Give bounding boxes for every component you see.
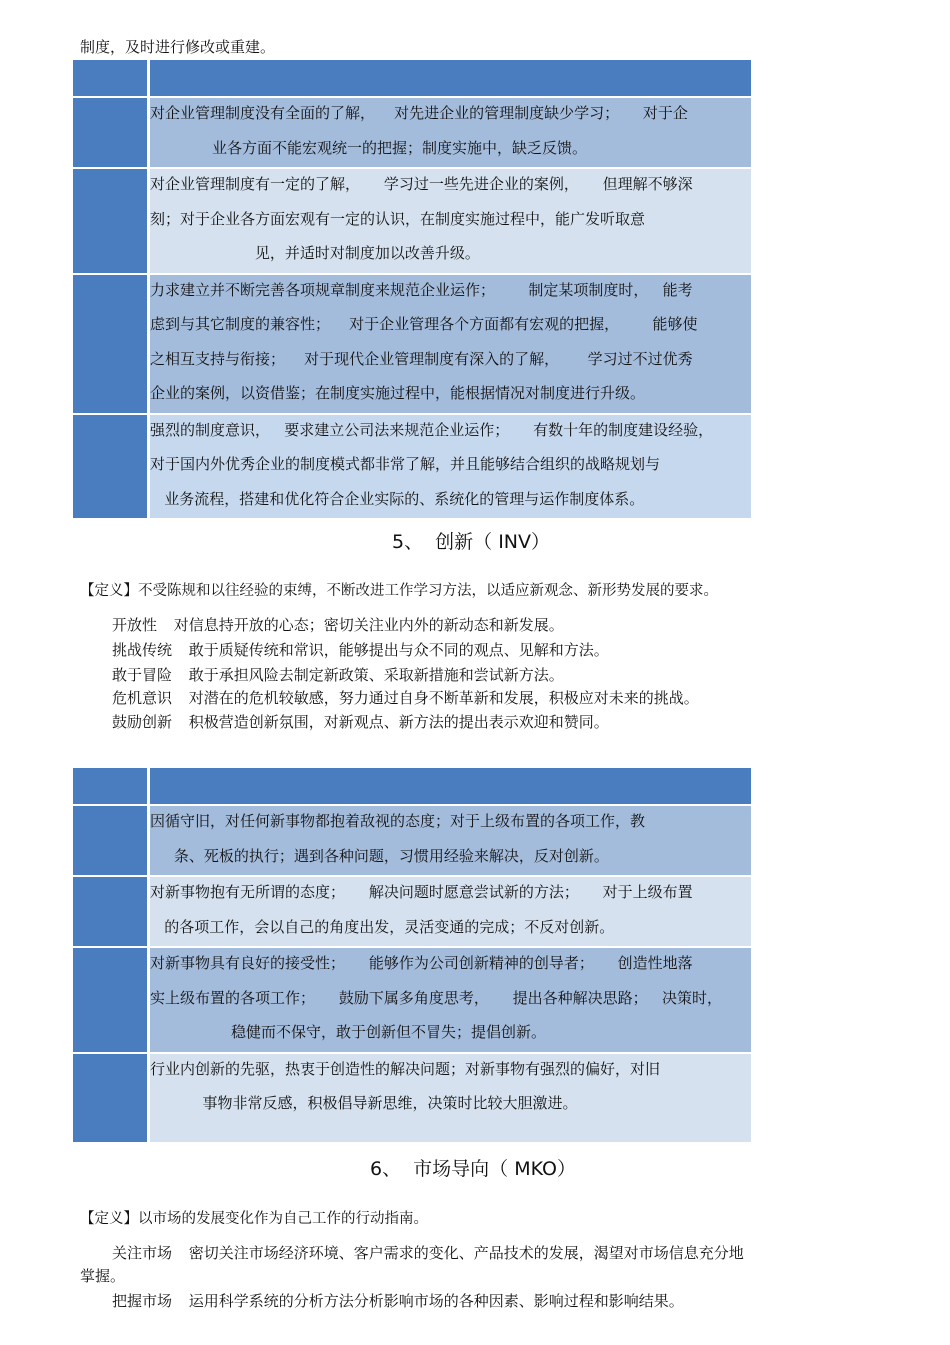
description-line: 刻；对于企业各方面宏观有一定的认识，在制度实施过程中，能广发听取意 [150,209,646,228]
description-line: 强烈的制度意识， 要求建立公司法来规范企业运作； 有数十年的制度建设经验， [150,420,714,439]
description-cell [149,168,752,274]
description-line: 对新事物抱有无所谓的态度； 解决问题时愿意尝试新的方法； 对于上级布置 [150,883,693,901]
level-header-cell [73,768,149,805]
item-text: 敢于质疑传统和常识，能够提出与众不同的观点、见解和方法。 [188,641,609,659]
item-text: 积极营造创新氛围，对新观点、新方法的提出表示欢迎和赞同。 [188,713,609,731]
competency-item [112,664,564,685]
description-cell [149,274,752,414]
description-line: 力求建立并不断完善各项规章制度来规范企业运作； 制定某项制度时， 能考 [150,280,693,299]
table-row [73,947,751,1053]
level-cell [73,1053,149,1142]
item-text: 对信息持开放的心态；密切关注业内外的新动态和新发展。 [173,616,564,634]
item-text: 敢于承担风险去制定新政策、采取新措施和尝试新方法。 [188,666,564,684]
description-cell [149,97,752,168]
level-cell [73,274,149,414]
table-row [73,168,751,274]
description-line: 对企业管理制度没有全面的了解， 对先进企业的管理制度缺少学习； 对于企 [150,104,688,122]
item-key: 敢于冒险 [112,666,173,684]
description-header-cell [149,768,752,805]
description-line: 见，并适时对制度加以改善升级。 [150,244,480,262]
level-cell [73,168,149,274]
description-line: 对企业管理制度有一定的了解， 学习过一些先进企业的案例， 但理解不够深 [150,175,693,193]
competency-item [112,687,699,708]
section-title-innovation: 5、 创新（ INV） [392,531,551,553]
section-title-market: 6、 市场导向（ MKO） [370,1158,576,1180]
level-cell [73,414,149,519]
item-key: 挑战传统 [112,641,173,659]
description-line: 行业内创新的先驱，热衷于创造性的解决问题；对新事物有强烈的偏好，对旧 [150,1059,661,1078]
description-line: 对于国内外优秀企业的制度模式都非常了解，并且能够结合组织的战略规划与 [150,455,661,473]
definition-market: 【定义】以市场的发展变化作为自己工作的行动指南。 [80,1211,428,1227]
description-line: 稳健而不保守，敢于创新但不冒失；提倡创新。 [150,1023,547,1041]
item-text-wrap: 掌握。 [80,1267,126,1285]
item-key: 危机意识 [112,689,173,707]
table-header-row [73,60,751,97]
table-row [73,97,751,168]
table-row [73,876,751,947]
competency-item [112,711,609,732]
table-row [73,274,751,414]
item-key: 把握市场 [112,1292,173,1310]
level-cell [73,805,149,876]
item-key: 鼓励创新 [112,713,173,731]
competency-item [112,614,564,635]
item-text: 对潜在的危机较敏感，努力通过自身不断革新和发展，积极应对未来的挑战。 [188,689,699,707]
definition-innovation: 【定义】不受陈规和以往经验的束缚，不断改进工作学习方法，以适应新观念、新形势发展的要求。 [80,583,718,599]
description-line: 事物非常反感，积极倡导新思维，决策时比较大胆激进。 [150,1094,578,1112]
description-cell [149,1053,752,1142]
level-header-cell [73,60,149,97]
item-text: 密切关注市场经济环境、客户需求的变化、产品技术的发展，渴望对市场信息充分地 [188,1244,744,1262]
level-cell [73,97,149,168]
description-line: 因循守旧，对任何新事物都抱着敌视的态度；对于上级布置的各项工作，教 [150,812,646,830]
table-row [73,805,751,876]
table-row [73,1053,751,1142]
description-line: 的各项工作，会以自己的角度出发，灵活变通的完成；不反对创新。 [150,917,615,936]
item-key: 开放性 [112,616,158,634]
description-line: 业各方面不能宏观统一的把握；制度实施中，缺乏反馈。 [150,138,587,157]
description-line: 条、死板的执行；遇到各种问题，习惯用经验来解决，反对创新。 [150,846,609,865]
table-header-row [73,768,751,805]
description-header-cell [149,60,752,97]
description-cell [149,414,752,519]
table-level-descriptions-2 [73,768,751,1142]
level-cell [73,876,149,947]
description-cell [149,947,752,1053]
description-cell [149,805,752,876]
description-line: 虑到与其它制度的兼容性； 对于企业管理各个方面都有宏观的把握， 能够使 [150,315,698,333]
description-line: 业务流程，搭建和优化符合企业实际的、系统化的管理与运作制度体系。 [150,489,645,508]
competency-item [112,639,609,660]
level-cell [73,947,149,1053]
table-row [73,414,751,519]
description-line: 对新事物具有良好的接受性； 能够作为公司创新精神的创导者； 创造性地落 [150,954,693,972]
description-line: 企业的案例，以资借鉴；在制度实施过程中，能根据情况对制度进行升级。 [150,384,646,402]
description-line: 之相互支持与衔接； 对于现代企业管理制度有深入的了解， 学习过不过优秀 [150,349,693,368]
item-key: 关注市场 [112,1244,173,1262]
competency-item [112,1290,684,1311]
intro-line: 制度，及时进行修改或重建。 [80,38,276,56]
description-line: 实上级布置的各项工作； 鼓励下属多角度思考， 提出各种解决思路； 决策时， [150,988,722,1007]
table-level-descriptions-1 [73,60,751,518]
competency-item [112,1242,744,1263]
description-cell [149,876,752,947]
item-text: 运用科学系统的分析方法分析影响市场的各种因素、影响过程和影响结果。 [188,1292,684,1310]
